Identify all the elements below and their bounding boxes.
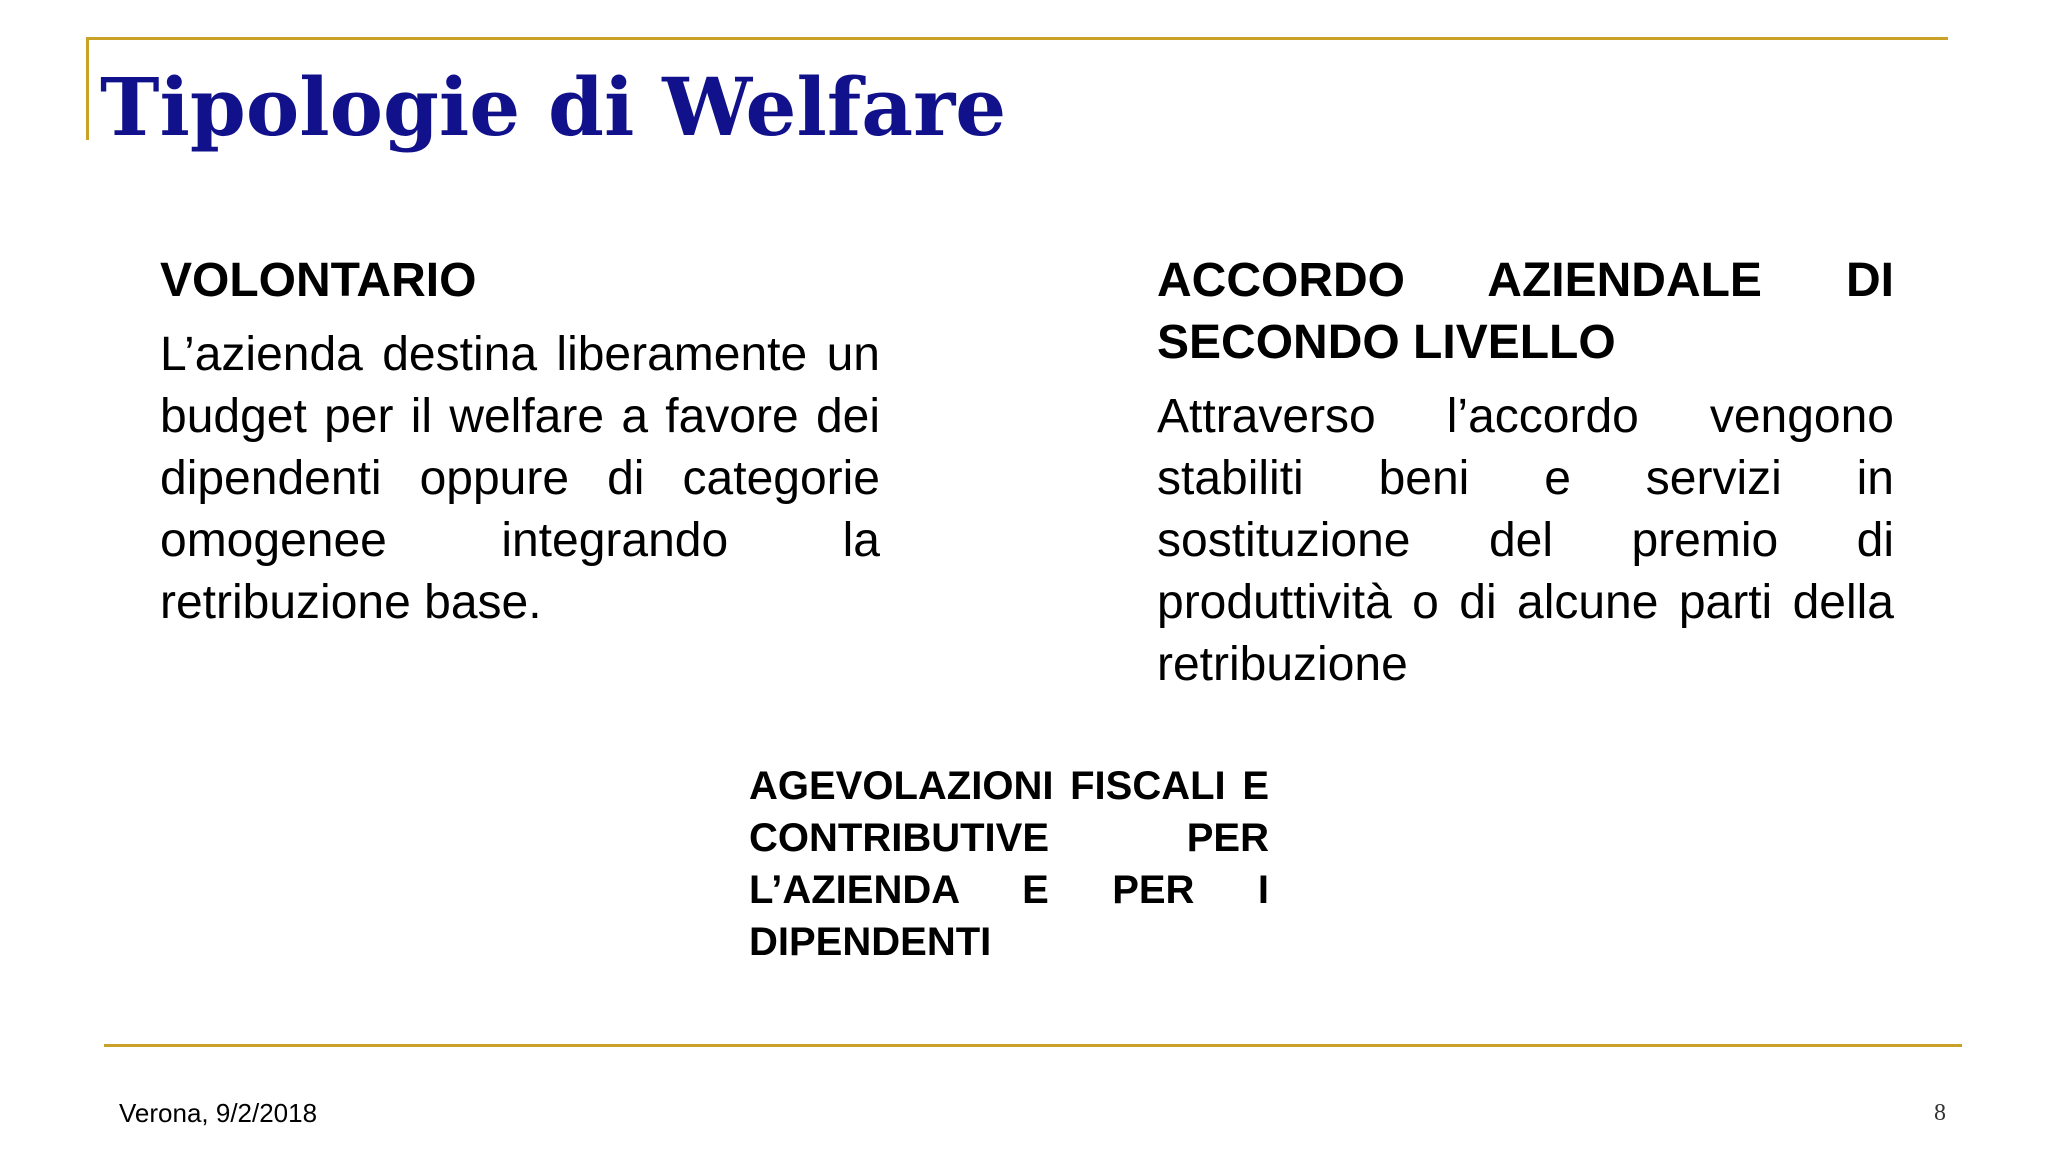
- voluntary-heading: VOLONTARIO: [160, 254, 477, 307]
- slide-title: Tipologie di Welfare: [100, 60, 1007, 154]
- tax-benefits-statement: AGEVOLAZIONI FISCALI E CONTRIBUTIVE PER L’AZIENDA E PER I DIPENDENTI: [749, 764, 1269, 964]
- left-accent-line: [86, 37, 89, 140]
- voluntary-column: [160, 250, 880, 634]
- top-accent-line: [86, 37, 1948, 40]
- company-agreement-column: [1157, 250, 1894, 696]
- voluntary-description: L’azienda destina liberamente un budget per il welfare a favore dei dipendenti oppure di categorie omogenee integrando la retribuzione base.: [160, 328, 880, 629]
- company-agreement-description: Attraverso l’accordo vengono stabiliti beni e servizi in sostituzione del premio di produttività o di alcune parti della retribuzione: [1157, 390, 1894, 691]
- bottom-accent-line: [104, 1044, 1962, 1047]
- company-agreement-heading: ACCORDO AZIENDALE DI SECONDO LIVELLO: [1157, 254, 1894, 369]
- footer-location-date: Verona, 9/2/2018: [119, 1098, 318, 1128]
- page-number: 8: [1934, 1100, 1946, 1126]
